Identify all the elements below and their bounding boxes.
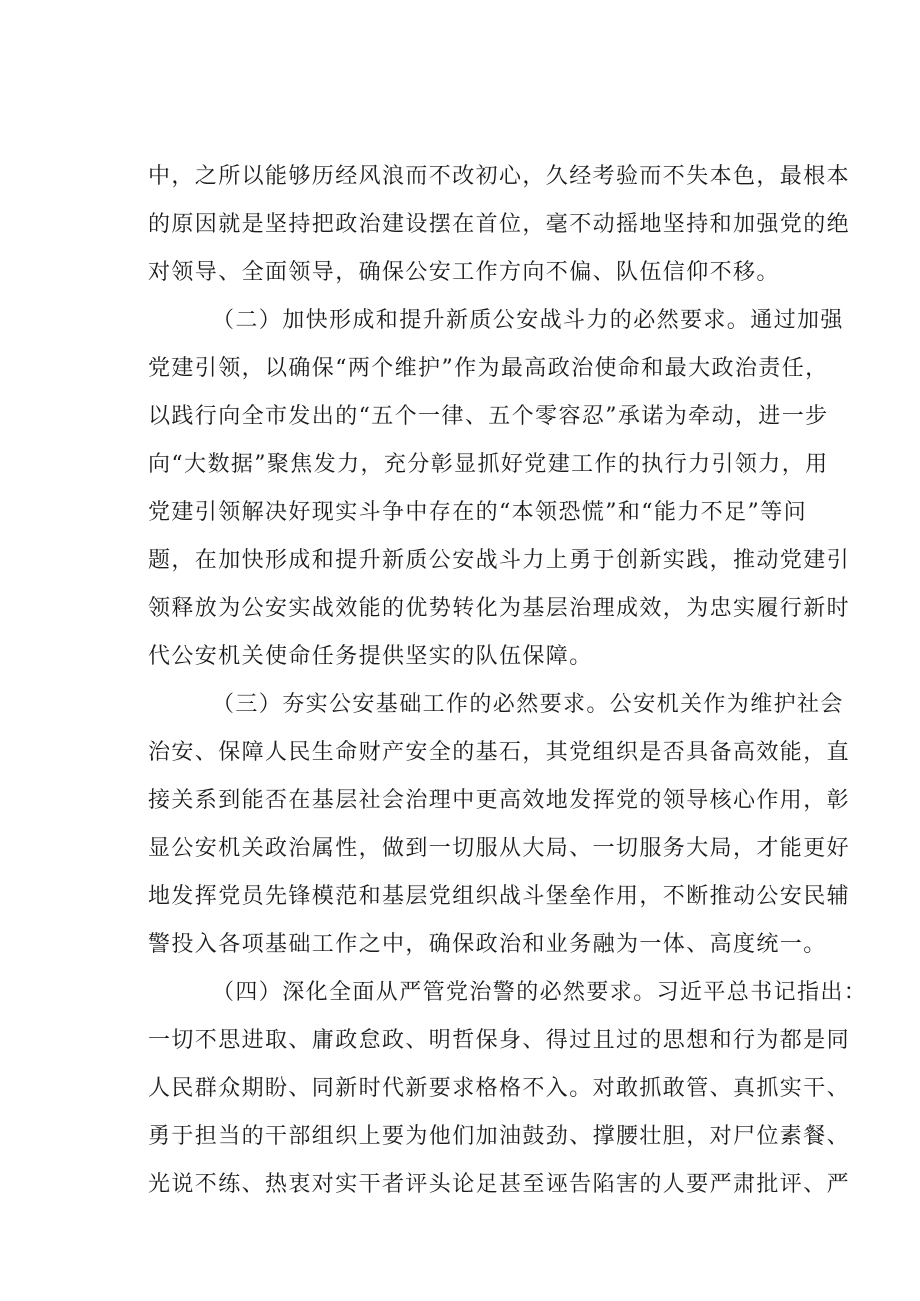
text-line: 对领导、全面领导，确保公安工作方向不偏、队伍信仰不移。	[148, 260, 780, 285]
section-heading-line: （四）深化全面从严管党治警的必然要求。习近平总书记指出：	[212, 980, 868, 1005]
text-line: 党建引领，以确保“两个维护”作为最高政治使命和最大政治责任，	[148, 356, 829, 381]
section-heading-line: （三）夯实公安基础工作的必然要求。公安机关作为维护社会	[212, 692, 844, 717]
text-line: 以践行向全市发出的“五个一律、五个零容忍”承诺为牵动，进一步	[148, 404, 829, 429]
text-line: 勇于担当的干部组织上要为他们加油鼓劲、撑腰壮胆，对尸位素餐、	[148, 1124, 851, 1149]
text-line: 党建引领解决好现实斗争中存在的“本领恐慌”和“能力不足”等问	[148, 500, 807, 525]
text-line: 中，之所以能够历经风浪而不改初心，久经考验而不失本色，最根本	[148, 164, 851, 189]
text-line: 治安、保障人民生命财产安全的基石，其党组织是否具备高效能，直	[148, 740, 851, 765]
text-line: 题，在加快形成和提升新质公安战斗力上勇于创新实践，推动党建引	[148, 548, 851, 573]
text-line: 向“大数据”聚焦发力，充分彰显抓好党建工作的执行力引领力，用	[148, 452, 829, 477]
text-line: 代公安机关使命任务提供坚实的队伍保障。	[148, 644, 593, 669]
text-line: 光说不练、热衷对实干者评头论足甚至诬告陷害的人要严肃批评、严	[148, 1172, 851, 1197]
text-line: 一切不思进取、庸政怠政、明哲保身、得过且过的思想和行为都是同	[148, 1028, 851, 1053]
text-line: 地发挥党员先锋模范和基层党组织战斗堡垒作用，不断推动公安民辅	[148, 884, 851, 909]
text-line: 接关系到能否在基层社会治理中更高效地发挥党的领导核心作用，彰	[148, 788, 851, 813]
section-heading-line: （二）加快形成和提升新质公安战斗力的必然要求。通过加强	[212, 308, 844, 333]
text-line: 显公安机关政治属性，做到一切服从大局、一切服务大局，才能更好	[148, 836, 851, 861]
text-line: 的原因就是坚持把政治建设摆在首位，毫不动摇地坚持和加强党的绝	[148, 212, 851, 237]
text-line: 警投入各项基础工作之中，确保政治和业务融为一体、高度统一。	[148, 932, 827, 957]
text-line: 领释放为公安实战效能的优势转化为基层治理成效，为忠实履行新时	[148, 596, 851, 621]
text-line: 人民群众期盼、同新时代新要求格格不入。对敢抓敢管、真抓实干、	[148, 1076, 851, 1101]
